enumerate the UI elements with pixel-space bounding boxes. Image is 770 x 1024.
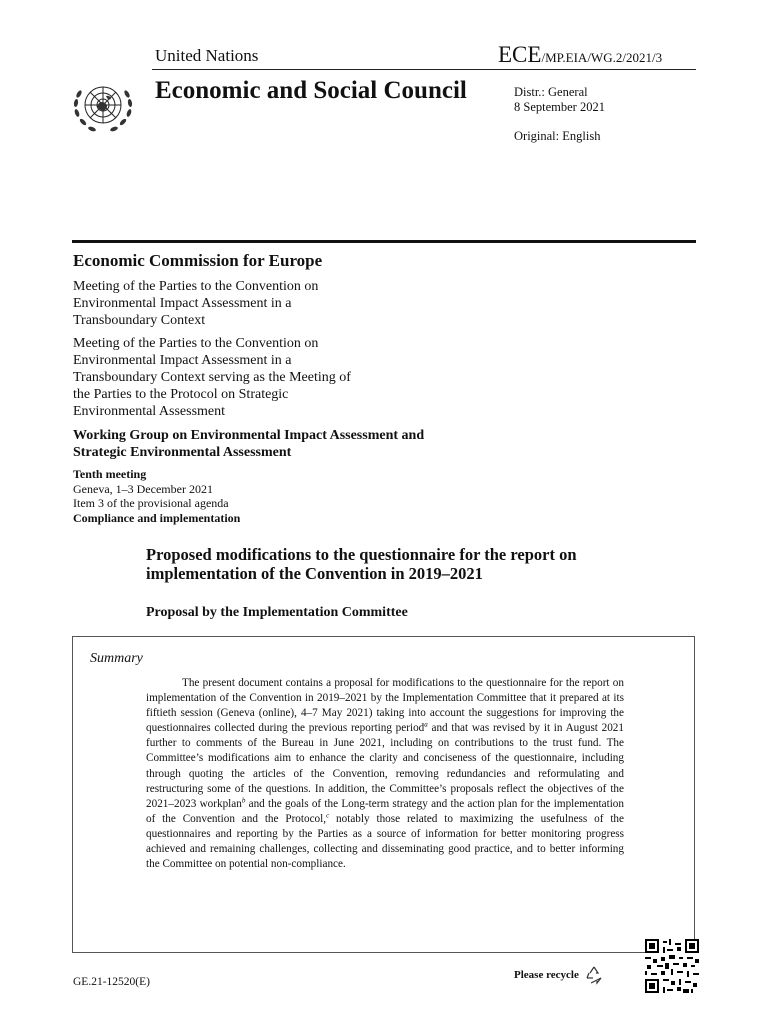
distribution: Distr.: General <box>514 85 588 99</box>
job-number: GE.21-12520(E) <box>73 976 150 988</box>
symbol-prefix: ECE <box>498 42 542 67</box>
section-rule <box>72 240 696 243</box>
symbol-suffix: /MP.EIA/WG.2/2021/3 <box>541 50 663 65</box>
commission-name: Economic Commission for Europe <box>73 251 323 270</box>
footnote-marker-c[interactable]: c <box>326 811 330 820</box>
agenda-item: Item 3 of the provisional agenda <box>73 496 229 510</box>
session-title: Tenth meeting <box>73 467 147 481</box>
distribution-block <box>514 85 605 115</box>
summary-part-2: and that was revised by it in August 2021 further to comments of the Bureau in June 2021, including on contributions to the trust fund. The Committee’s modifications aim to enhance the clarity and conciseness of the questionnaire, including through quoting the articles of the Convention, removing redundancies and reformulating and restructuring some of the questions. In addition, the Committee’s proposals reflect the objectives of the 2021–2023 workplan <box>146 722 624 810</box>
working-group-name: Working Group on Environmental Impact Assessment and Strategic Environmental Assessment <box>73 428 425 460</box>
summary-part-3: and the goals of the Long-term strategy and the action plan for the implementation of the Convention and the Protocol, <box>146 797 624 825</box>
recycle-label: Please recycle <box>514 969 579 981</box>
summary-part-1: The present document contains a proposal for modifications to the questionnaire for the report on implementation of the Convention in 2019–2021 by the Implementation Committee that it prepared at its fiftieth session (Geneva (online), 4–7 May 2021) taking into account the suggestions for improving the questionnaires collected during the previous reporting period <box>146 677 624 735</box>
place-and-date: Geneva, 1–3 December 2021 <box>73 481 213 496</box>
recycle-notice <box>514 964 605 986</box>
summary-part-4: notably those related to maximizing the usefulness of the questionnaires and reporting by the Parties as a source of information for better monitoring progress achieved and remaining challenges, collecting and disseminating good practice, and to better informing the Committee on potential non-compliance. <box>146 812 624 871</box>
document-symbol <box>498 42 662 68</box>
organization-name: United Nations <box>155 46 259 65</box>
footnote-marker-a[interactable]: a <box>424 720 428 729</box>
header-rule <box>152 69 696 70</box>
summary-text <box>146 676 624 872</box>
recycle-icon <box>583 964 605 986</box>
document-date: 8 September 2021 <box>514 100 605 114</box>
document-subtitle: Proposal by the Implementation Committee <box>146 605 408 620</box>
un-emblem-icon <box>70 76 136 138</box>
meeting-of-parties-1: Meeting of the Parties to the Convention on Environmental Impact Assessment in a Transboundary Context <box>73 279 319 328</box>
qr-code-icon[interactable] <box>645 939 699 993</box>
meeting-of-parties-2: Meeting of the Parties to the Convention on Environmental Impact Assessment in a Transboundary Context serving as the Meeting of the Parties to the Protocol on Strategic Environmental Assessment <box>73 336 351 419</box>
summary-label: Summary <box>90 651 143 666</box>
original-language: Original: English <box>514 129 601 143</box>
document-title: Proposed modifications to the questionnaire for the report on implementation of the Convention in 2019–2021 <box>146 545 577 583</box>
session-info <box>73 467 240 525</box>
footnote-marker-b[interactable]: b <box>241 796 246 805</box>
council-name: Economic and Social Council <box>155 77 467 104</box>
agenda-item-title: Compliance and implementation <box>73 510 241 525</box>
